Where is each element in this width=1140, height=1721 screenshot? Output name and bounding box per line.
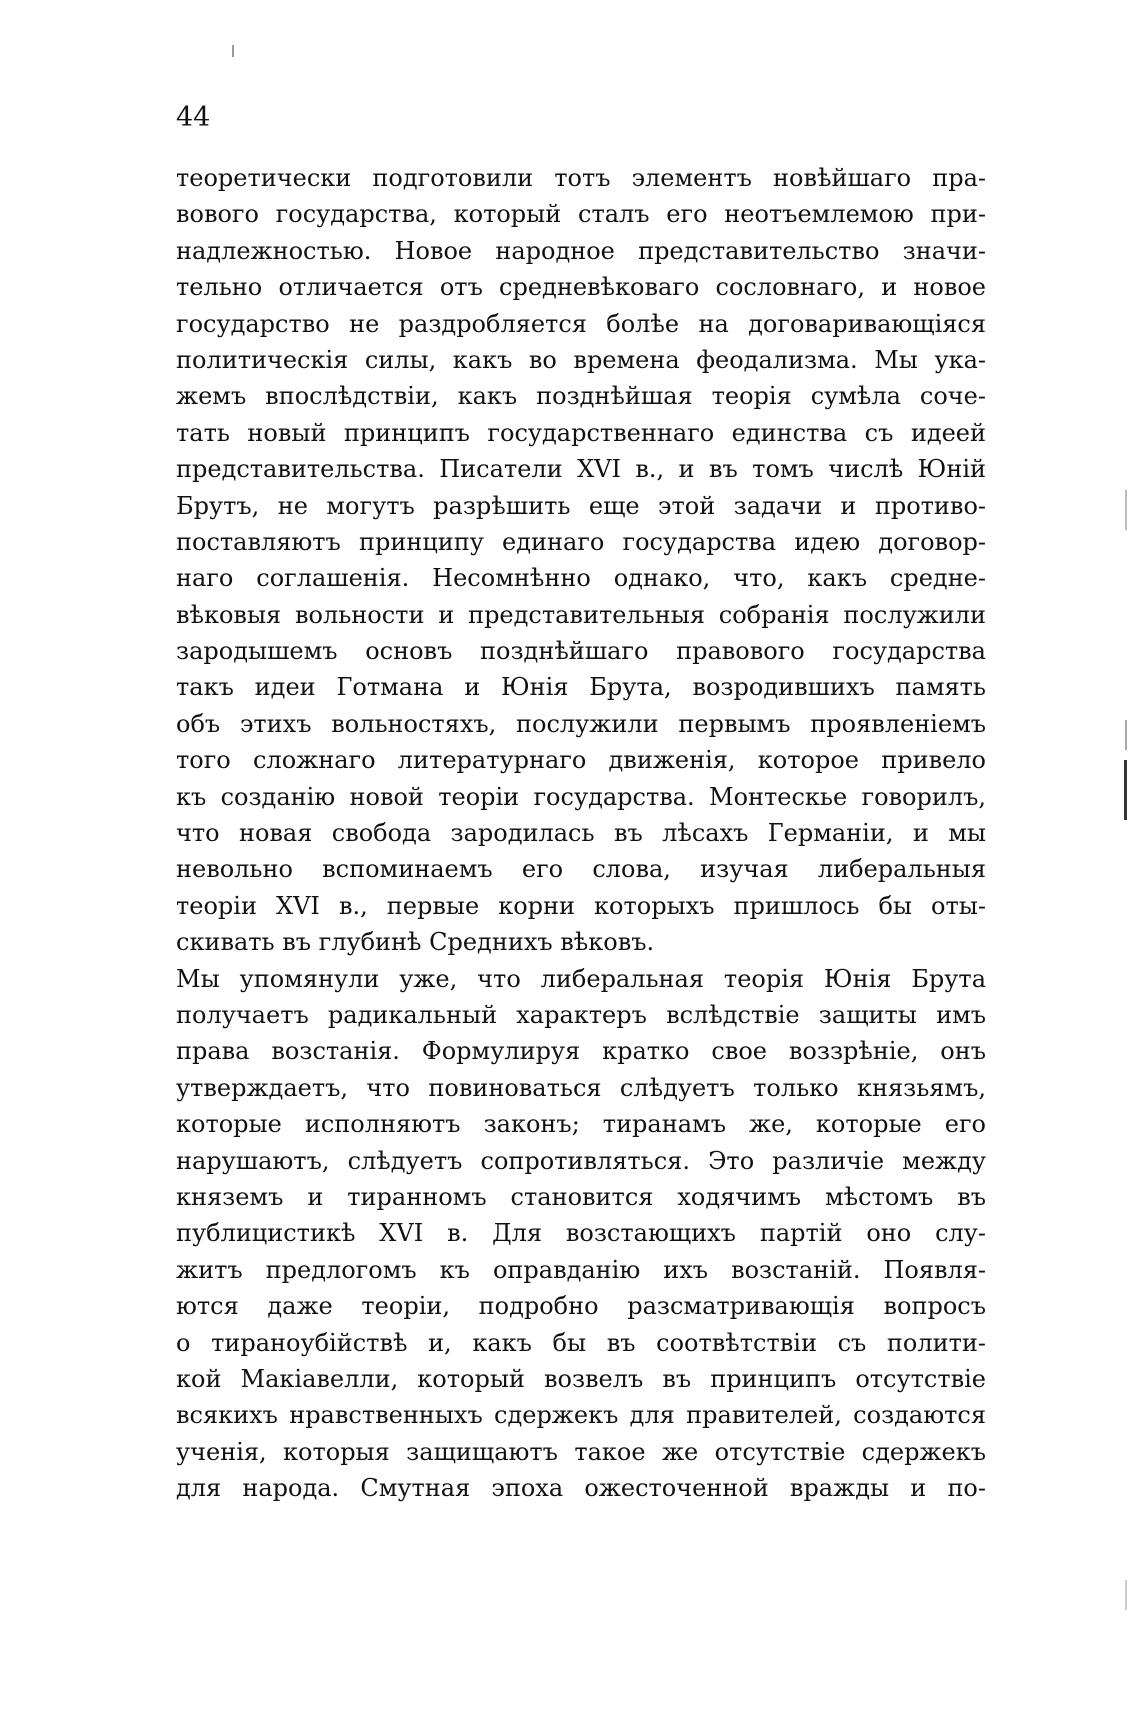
- text-line: теоріи XVI в., первые корни которыхъ пришлось бы оты-: [176, 891, 986, 920]
- text-line: для народа. Смутная эпоха ожесточенной вражды и по-: [176, 1474, 986, 1503]
- scan-mark: [1125, 720, 1127, 750]
- text-line: надлежностью. Новое народное представительство значи-: [176, 236, 986, 265]
- text-line: вового государства, который сталъ его неотъемлемою при-: [176, 200, 986, 229]
- text-line: тать новый принципъ государственнаго единства съ идеей: [176, 418, 986, 447]
- text-line: которые исполняютъ законъ; тиранамъ же, которые его: [176, 1110, 986, 1139]
- text-line: невольно вспоминаемъ его слова, изучая либеральныя: [176, 855, 986, 884]
- text-line: скивать въ глубинѣ Среднихъ вѣковъ.: [176, 928, 655, 957]
- text-line: жемъ впослѣдствіи, какъ позднѣйшая теорія сумѣла соче-: [176, 382, 986, 411]
- text-line: вѣковыя вольности и представительныя собранія послужили: [176, 600, 986, 629]
- text-line: о тираноубійствѣ и, какъ бы въ соотвѣтствіи съ полити-: [176, 1328, 986, 1357]
- text-line: тельно отличается отъ средневѣковаго сословнаго, и новое: [176, 273, 986, 302]
- text-line: поставляютъ принципу единаго государства идею договор-: [176, 527, 986, 556]
- text-line: объ этихъ вольностяхъ, послужили первымъ проявленіемъ: [176, 709, 986, 738]
- text-line: политическія силы, какъ во времена феодализма. Мы ука-: [176, 345, 986, 374]
- text-line: зародышемъ основъ позднѣйшаго правового государства: [176, 637, 986, 666]
- text-line: Брутъ, не могутъ разрѣшить еще этой задачи и противо-: [176, 491, 986, 520]
- text-line: представительства. Писатели XVI в., и въ томъ числѣ Юній: [176, 455, 986, 484]
- text-line: ученія, которыя защищаютъ такое же отсутствіе сдержекъ: [176, 1437, 986, 1466]
- text-line: теоретически подготовили тотъ элементъ новѣйшаго пра-: [176, 164, 986, 192]
- text-line: кой Макіавелли, который возвелъ въ принципъ отсутствіе: [176, 1364, 986, 1393]
- body-text: [176, 160, 986, 1506]
- text-line: такъ идеи Готмана и Юнія Брута, возродившихъ память: [176, 673, 986, 702]
- paragraph-1: [176, 160, 986, 961]
- text-line: къ созданію новой теоріи государства. Монтескье говорилъ,: [176, 782, 986, 811]
- text-line: Мы упомянули уже, что либеральная теорія Юнія Брута: [176, 964, 986, 993]
- text-line: житъ предлогомъ къ оправданію ихъ возстаній. Появля-: [176, 1255, 986, 1284]
- scan-mark: [1124, 760, 1127, 820]
- text-line: права возстанія. Формулируя кратко свое воззрѣніе, онъ: [176, 1037, 986, 1066]
- text-line: нарушаютъ, слѣдуетъ сопротивляться. Это различіе между: [176, 1146, 986, 1175]
- text-line: всякихъ нравственныхъ сдержекъ для правителей, создаются: [176, 1401, 986, 1430]
- scan-mark: [1125, 1580, 1127, 1610]
- text-line: наго соглашенія. Несомнѣнно однако, что, какъ средне-: [176, 564, 986, 593]
- text-line: государство не раздробляется болѣе на договаривающіяся: [176, 309, 986, 338]
- text-line: что новая свобода зародилась въ лѣсахъ Германіи, и мы: [176, 819, 986, 848]
- text-line: получаетъ радикальный характеръ вслѣдствіе защиты имъ: [176, 1000, 986, 1029]
- text-line: того сложнаго литературнаго движенія, которое привело: [176, 746, 986, 775]
- text-line: княземъ и тиранномъ становится ходячимъ мѣстомъ въ: [176, 1182, 986, 1211]
- paragraph-2: [176, 961, 986, 1507]
- text-line: ются даже теоріи, подробно разсматривающія вопросъ: [176, 1292, 986, 1321]
- page-number: 44: [176, 102, 211, 133]
- text-line: утверждаетъ, что повиноваться слѣдуетъ только князьямъ,: [176, 1073, 986, 1102]
- text-line: публицистикѣ XVI в. Для возстающихъ партій оно слу-: [176, 1219, 986, 1248]
- scan-mark: [232, 45, 234, 57]
- scan-mark: [1125, 490, 1127, 530]
